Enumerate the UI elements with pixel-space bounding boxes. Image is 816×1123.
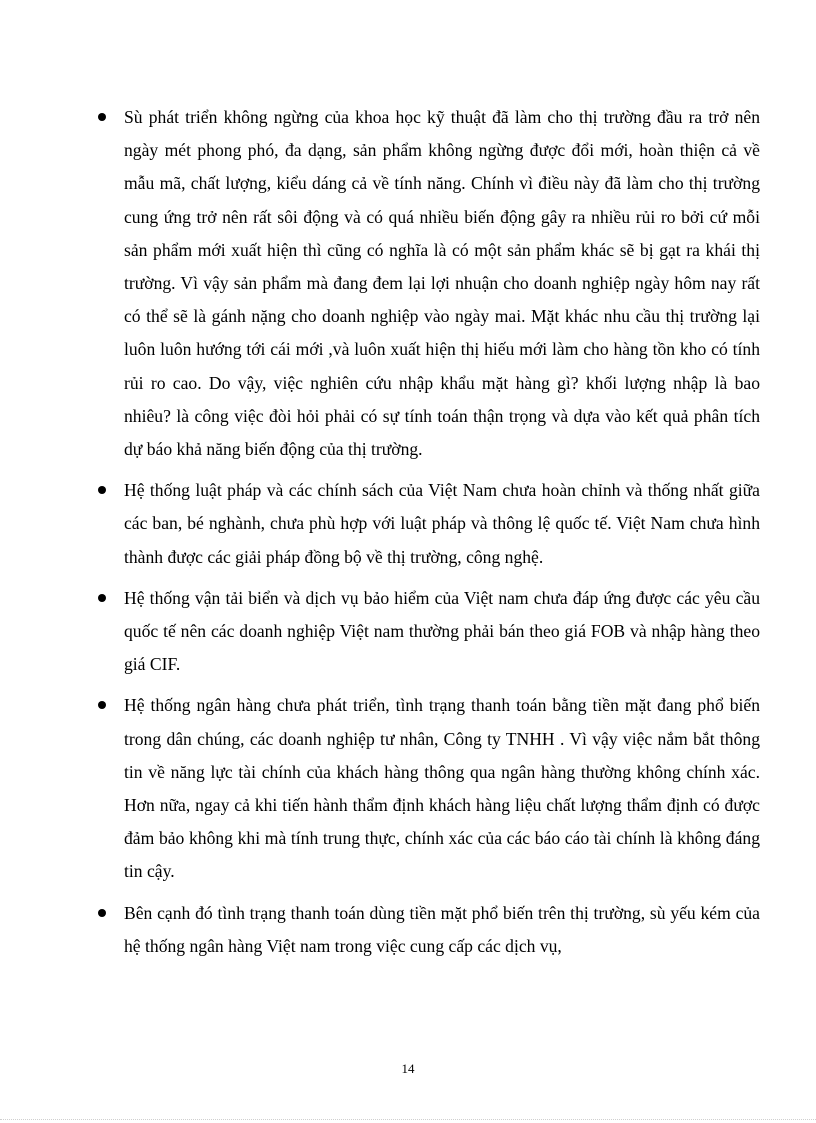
bullet-text: Hệ thống vận tải biển và dịch vụ bảo hiểm của Việt nam chưa đáp ứng được các yêu cầu quốc tế nên các doanh nghiệp Việt nam thường phải bán theo giá FOB và nhập hàng theo giá CIF. [124,587,760,675]
bullet-icon [98,486,106,494]
bullet-text: Hệ thống luật pháp và các chính sách của Việt Nam chưa hoàn chỉnh và thống nhất giữa các ban, bé nghành, chưa phù hợp với luật pháp và thông lệ quốc tế. Việt Nam chưa hình thành được các giải pháp đồng bộ về thị trường, công nghệ. [124,480,760,567]
page-number: 14 [401,1061,415,1076]
bullet-item [96,689,760,888]
bullet-item [96,101,760,466]
bullet-item [96,474,760,574]
bullet-item [96,582,760,682]
bullet-icon [98,113,106,121]
bullet-list [96,101,760,971]
bullet-text: Sù phát triển không ngừng của khoa học kỹ thuật đã làm cho thị trường đầu ra trở nên ngày mét phong phó, đa dạng, sản phẩm không ngừng được đổi mới, hoàn thiện cả về mẫu mã, chất lượng, kiểu dáng cả về tính năng. Chính vì điều này đã làm cho thị trường cung ứng trở nên rất sôi động và có quá nhiều biến động gây ra nhiều rủi ro bởi cứ mỗi sản phẩm mới xuất hiện thì cũng có nghĩa là có một sản phẩm khác sẽ bị gạt ra khái thị trường. Vì vậy sản phẩm mà đang đem lại lợi nhuận cho doanh nghiệp ngày hôm nay rất có thể sẽ là gánh nặng cho doanh nghiệp vào ngày mai. Mặt khác nhu cầu thị trường lại luôn luôn hướng tới cái mới ,và luôn xuất hiện thị hiếu mới làm cho hàng tồn kho có tính rủi ro cao. Do vậy, việc nghiên cứu nhập khẩu mặt hàng gì? khối lượng nhập là bao nhiêu? là công việc đòi hỏi phải có sự tính toán thận trọng và dựa vào kết quả phân tích dự báo khả năng biến động của thị trường. [124,107,760,460]
bullet-icon [98,594,106,602]
bullet-icon [98,909,106,917]
bullet-text: Hệ thống ngân hàng chưa phát triển, tình trạng thanh toán bằng tiền mặt đang phổ biến trong dân chúng, các doanh nghiệp tư nhân, Công ty TNHH . Vì vậy việc nắm bắt thông tin về năng lực tài chính của khách hàng thông qua ngân hàng thường không chính xác. Hơn nữa, ngay cả khi tiến hành thẩm định khách hàng liệu chất lượng thẩm định có được đảm bảo không khi mà tính trung thực, chính xác của các báo cáo tài chính là không đáng tin cậy. [124,695,760,882]
bullet-icon [98,701,106,709]
bullet-text: Bên cạnh đó tình trạng thanh toán dùng tiền mặt phổ biến trên thị trường, sù yếu kém của hệ thống ngân hàng Việt nam trong việc cung cấp các dịch vụ, [124,902,760,956]
page-bottom-divider [0,1119,816,1120]
bullet-item [96,897,760,963]
